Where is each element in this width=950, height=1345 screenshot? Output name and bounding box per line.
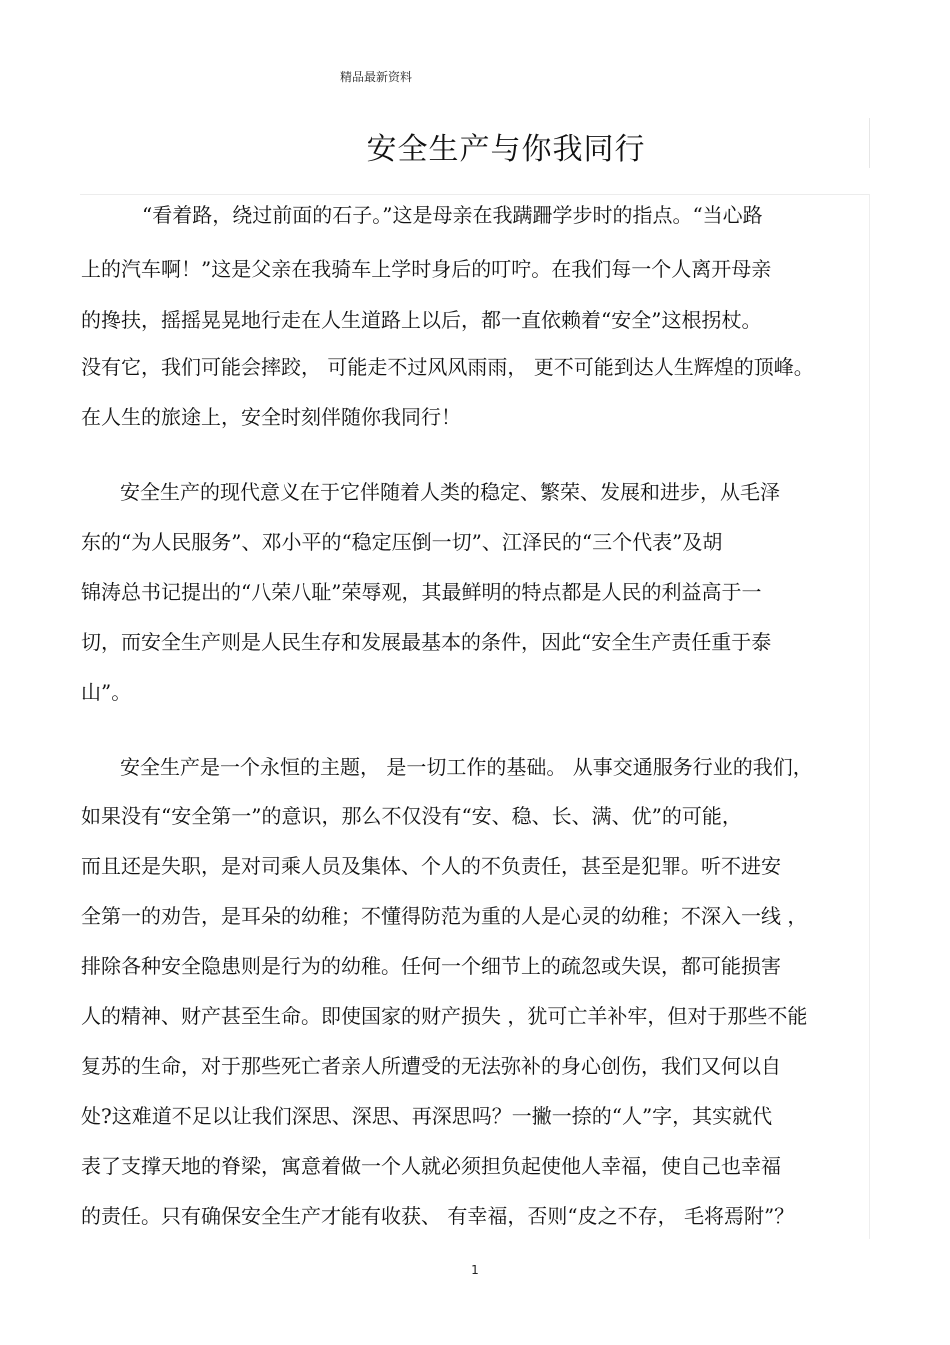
text-line: 没有它，我们可能会摔跤， 可能走不过风风雨雨， 更不可能到达人生辉煌的顶峰。 [81,355,814,379]
text-line: 而且还是失职，是对司乘人员及集体、个人的不负责任，甚至是犯罪。听不进安 [81,854,781,878]
page-title: 安全生产与你我同行 [366,132,646,167]
text-line: 人的精神、财产甚至生命。即使国家的财产损失 ，犹可亡羊补牢，但对于那些不能 [81,1004,808,1028]
text-line: 如果没有“安全第一”的意识，那么不仅没有“安、稳、长、满、优”的可能， [81,804,742,828]
text-line: 的搀扶，摇摇晃晃地行走在人生道路上以后，都一直依赖着“安全”这根拐杖。 [81,308,762,332]
text-line: 的责任。只有确保安全生产才能有收获、 有幸福，否则“皮之不存， 毛将焉附”？ [81,1204,795,1228]
text-line: 安全生产的现代意义在于它伴随着人类的稳定、繁荣、发展和进步，从毛泽 [120,480,780,504]
divider-horizontal [80,194,870,195]
text-line: 安全生产是一个永恒的主题， 是一切工作的基础。 从事交通服务行业的我们， [120,755,813,779]
text-line: 上的汽车啊！”这是父亲在我骑车上学时身后的叮咛。在我们每一个人离开母亲 [81,257,772,281]
page-number: 1 [471,1263,479,1277]
text-line: 复苏的生命，对于那些死亡者亲人所遭受的无法弥补的身心创伤，我们又何以自 [81,1054,781,1078]
text-line: 在人生的旅途上，安全时刻伴随你我同行！ [81,405,461,429]
text-line: 东的“为人民服务”、邓小平的“稳定压倒一切”、江泽民的“三个代表”及胡 [81,530,723,554]
text-line: 切，而安全生产则是人民生存和发展最基本的条件，因此“安全生产责任重于泰 [81,630,772,654]
divider-vertical-top [869,118,870,168]
header-note: 精品最新资料 [340,70,413,84]
text-line: 表了支撑天地的脊梁，寓意着做一个人就必须担负起使他人幸福，使自己也幸福 [81,1154,781,1178]
text-line: 锦涛总书记提出的“八荣八耻”荣辱观，其最鲜明的特点都是人民的利益高于一 [81,580,762,604]
divider-vertical-right [869,194,870,1239]
text-line: 山”。 [81,680,132,704]
text-line: 排除各种安全隐患则是行为的幼稚。任何一个细节上的疏忽或失误，都可能损害 [81,954,781,978]
text-line: 处?这难道不足以让我们深思、深思、再深思吗？一撇一捺的“人”字，其实就代 [81,1104,773,1128]
text-line: “看着路，绕过前面的石子。”这是母亲在我蹒跚学步时的指点。“当心路 [142,203,763,227]
text-line: 全第一的劝告，是耳朵的幼稚；不懂得防范为重的人是心灵的幼稚；不深入一线 ， [81,904,808,928]
